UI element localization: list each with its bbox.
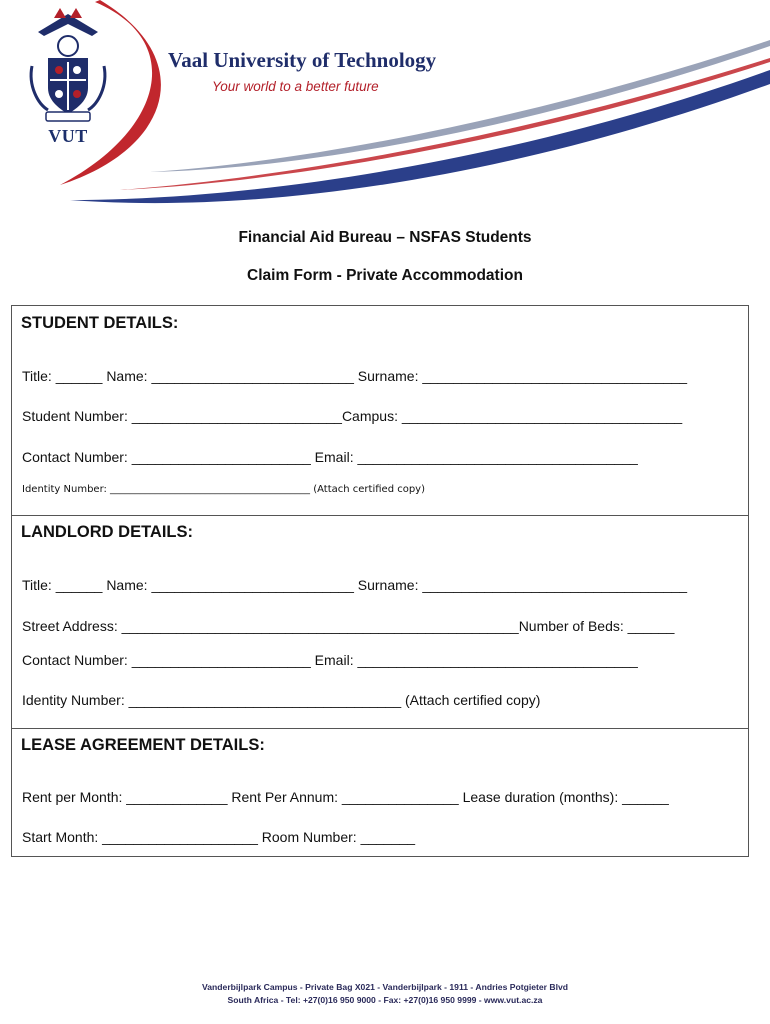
student-contact-row[interactable]: Contact Number: _______________________ Email: ____________________________________ <box>22 449 638 465</box>
landlord-details-section <box>12 516 748 729</box>
landlord-identity-row[interactable]: Identity Number: ___________________________________ (Attach certified copy) <box>22 692 541 708</box>
document-title: Financial Aid Bureau – NSFAS Students <box>238 229 532 246</box>
document-subtitle: Claim Form - Private Accommodation <box>247 267 523 284</box>
claim-form <box>11 305 749 857</box>
student-identity-row[interactable]: Identity Number: ________________________________________ (Attach certified copy) <box>22 484 425 495</box>
university-name: Vaal University of Technology <box>168 48 437 72</box>
student-number-row[interactable]: Student Number: ___________________________Campus: ____________________________________ <box>22 408 683 424</box>
student-name-row[interactable]: Title: ______ Name: __________________________ Surname: __________________________________ <box>22 368 688 384</box>
landlord-name-row[interactable]: Title: ______ Name: __________________________ Surname: __________________________________ <box>22 577 688 593</box>
lease-agreement-section <box>12 729 748 858</box>
landlord-details-heading: LANDLORD DETAILS: <box>21 523 194 541</box>
landlord-address-row[interactable]: Street Address: ___________________________________________________Number of Beds: ______ <box>22 618 675 634</box>
lease-start-row[interactable]: Start Month: ____________________ Room Number: _______ <box>22 829 416 845</box>
university-crest-icon <box>24 6 112 126</box>
lease-agreement-heading: LEASE AGREEMENT DETAILS: <box>21 736 265 754</box>
student-details-heading: STUDENT DETAILS: <box>21 314 179 332</box>
university-tagline: Your world to a better future <box>212 79 379 94</box>
crest-label: VUT <box>48 126 88 146</box>
landlord-contact-row[interactable]: Contact Number: _______________________ Email: ____________________________________ <box>22 652 638 668</box>
footer-contact: South Africa - Tel: +27(0)16 950 9000 - Fax: +27(0)16 950 9999 - www.vut.ac.za <box>227 995 543 1005</box>
student-details-section <box>12 306 748 516</box>
header-swoosh-graphic <box>0 0 770 230</box>
footer-address: Vanderbijlpark Campus - Private Bag X021 - Vanderbijlpark - 1911 - Andries Potgieter Blvd <box>202 982 568 992</box>
lease-rent-row[interactable]: Rent per Month: _____________ Rent Per Annum: _______________ Lease duration (months): ______ <box>22 789 669 805</box>
